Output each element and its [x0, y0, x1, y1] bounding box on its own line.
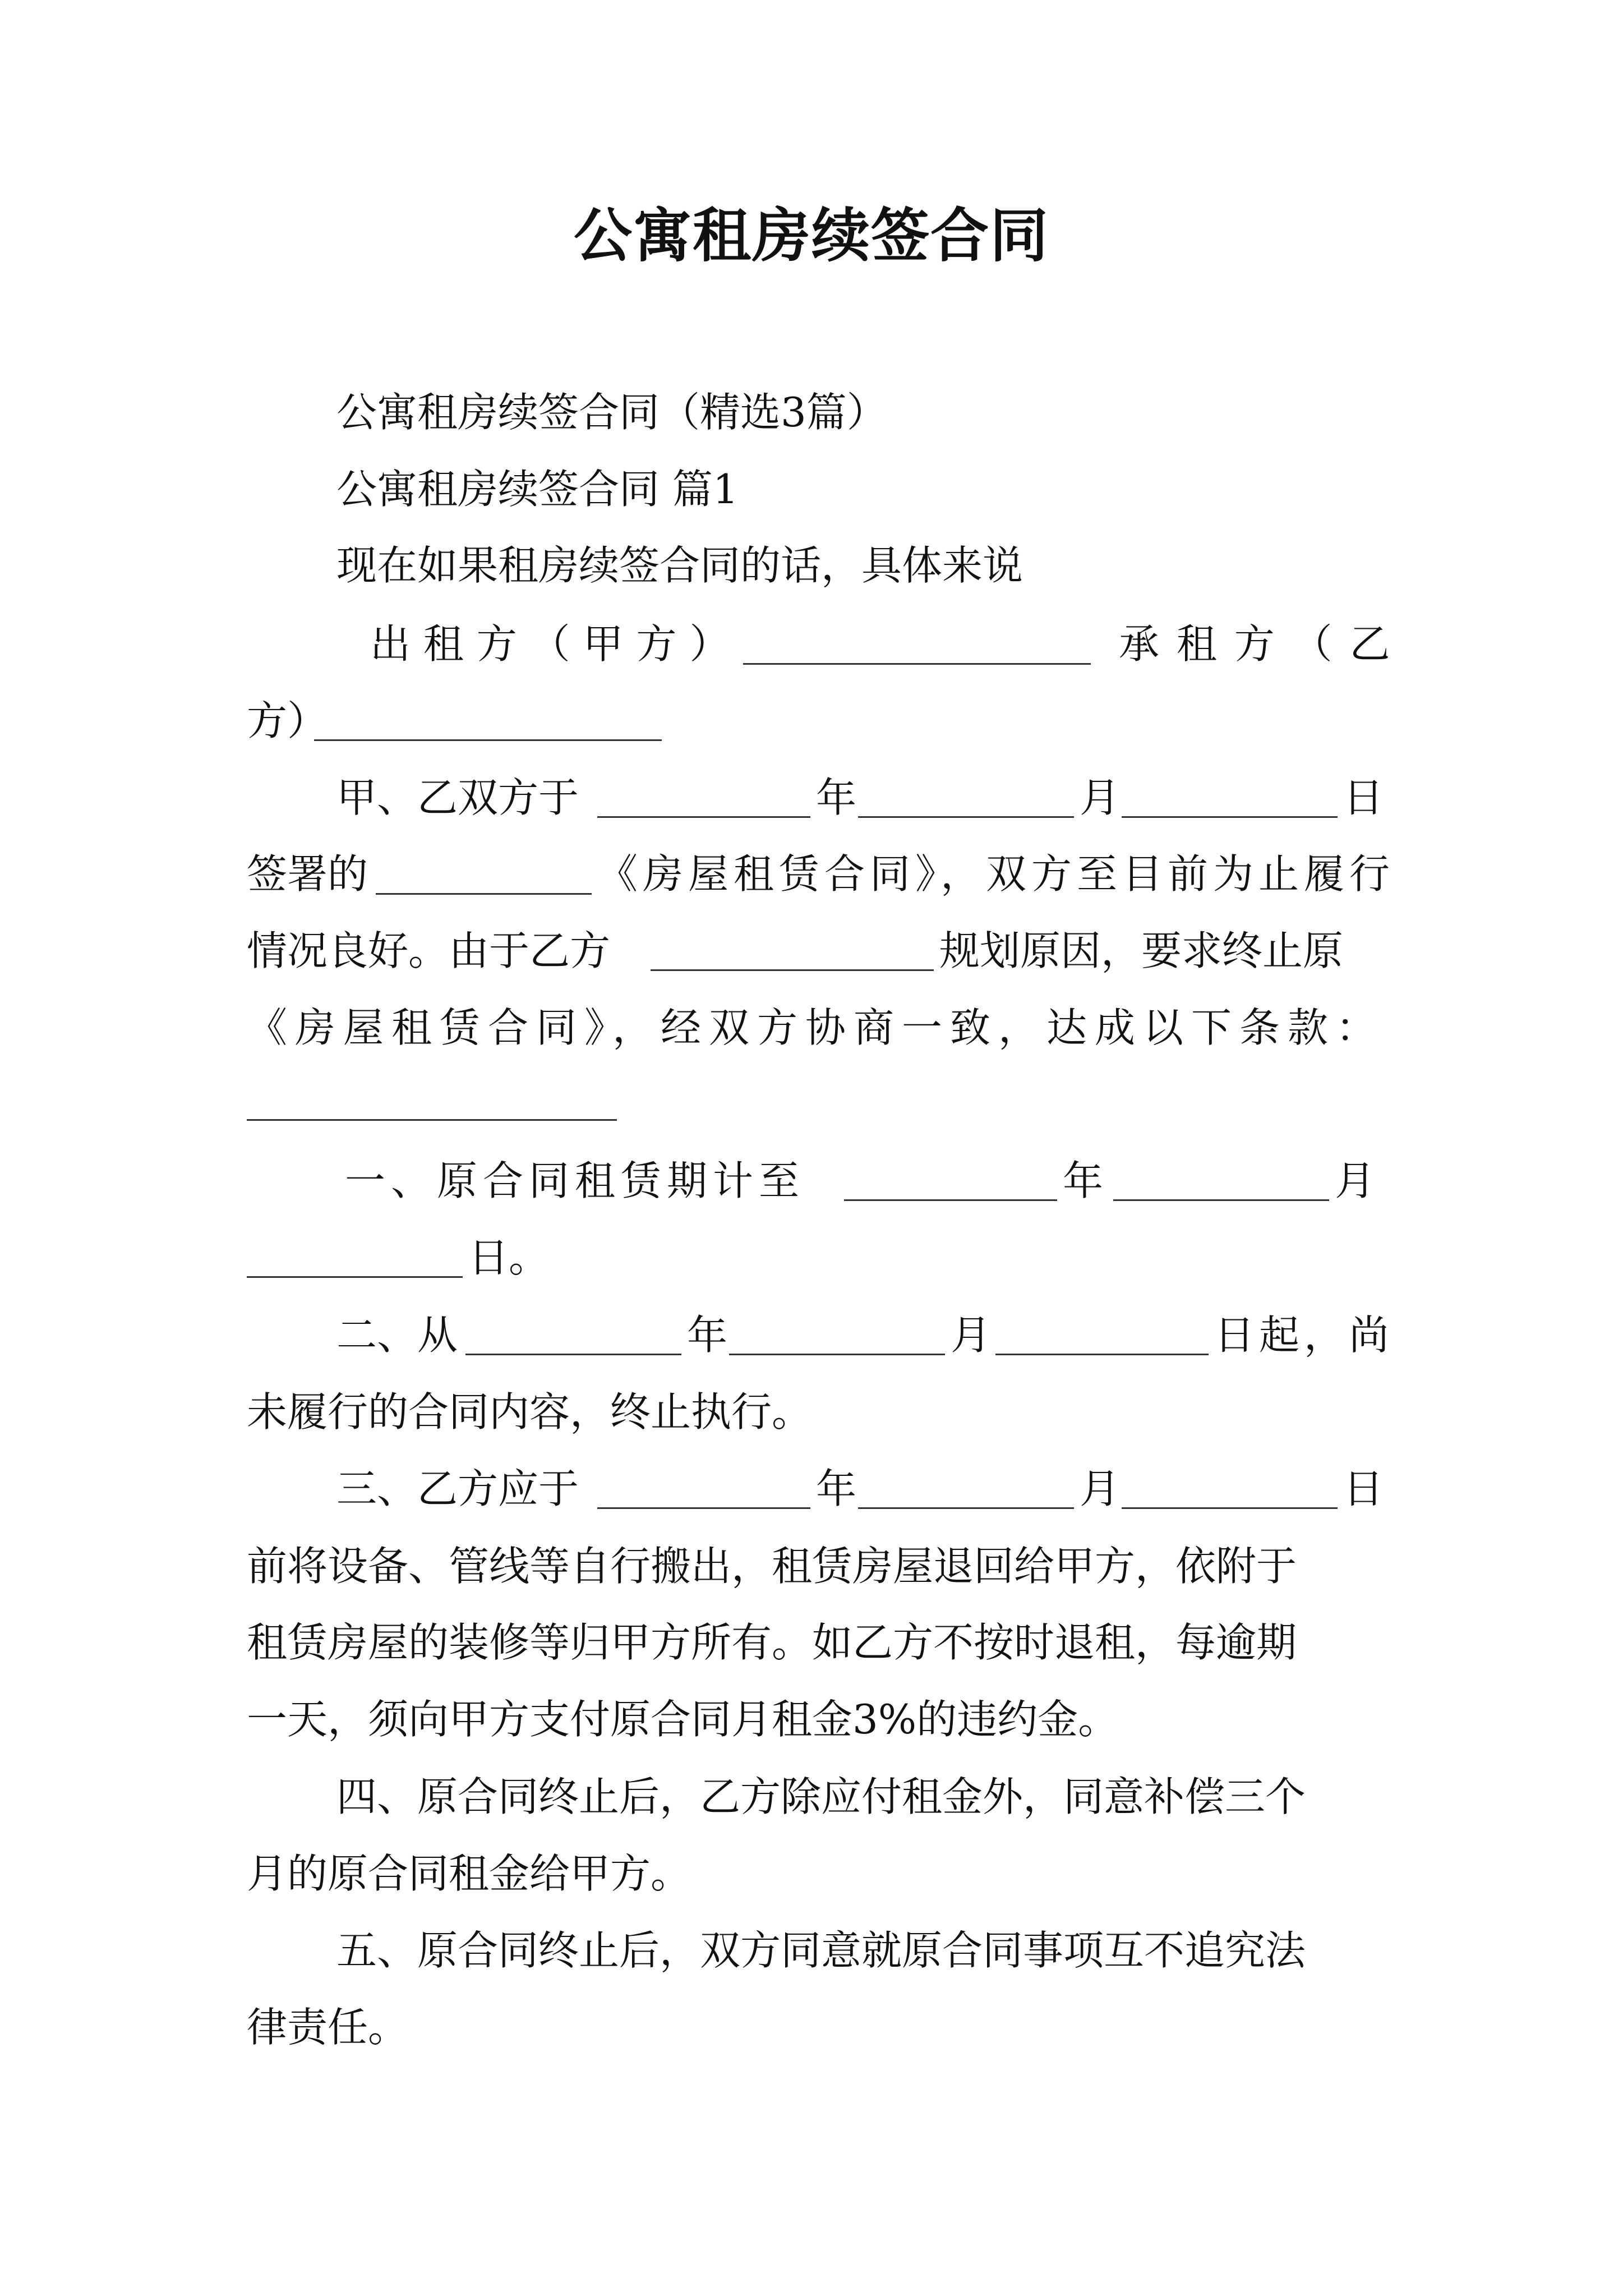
sign-year-blank[interactable]	[597, 816, 810, 818]
clause3-line4: 一天，须向甲方支付原合同月租金3%的违约金。	[247, 1696, 1119, 1743]
clause1-end: 日。	[468, 1234, 550, 1281]
terms-blank[interactable]	[247, 1119, 617, 1121]
clause2-day-blank[interactable]	[995, 1354, 1209, 1355]
lessee-label: 承 租 方 （ 乙	[1119, 620, 1393, 668]
clause2-text: 二、从	[336, 1312, 458, 1359]
clause2-month: 月	[951, 1312, 992, 1359]
clause4-line1: 四、原合同终止后，乙方除应付租金外，同意补偿三个	[336, 1773, 1306, 1820]
reason-blank[interactable]	[651, 969, 934, 971]
para1-contract: 《房屋租赁合同》，双方至目前为止履行	[597, 850, 1395, 898]
month-label: 月	[1080, 774, 1121, 821]
clause1-day-blank[interactable]	[247, 1276, 463, 1278]
signer-blank[interactable]	[376, 893, 592, 895]
clause2-from: 日起，尚	[1214, 1312, 1394, 1359]
clause1-month-blank[interactable]	[1113, 1199, 1329, 1201]
clause3-line2: 前将设备、管线等自行搬出，租赁房屋退回给甲方，依附于	[247, 1543, 1297, 1590]
sign-month-blank[interactable]	[858, 816, 1074, 818]
sign-day-blank[interactable]	[1122, 816, 1338, 818]
clause5-line2: 律责任。	[247, 2004, 409, 2051]
lessor-label: 出 租 方 （ 甲 方 ）	[370, 620, 730, 668]
clause2-line2: 未履行的合同内容，终止执行。	[247, 1388, 813, 1435]
day-label: 日	[1343, 774, 1384, 821]
clause5-line1: 五、原合同终止后，双方同意就原合同事项互不追究法	[336, 1927, 1306, 1974]
clause1-year: 年	[1063, 1157, 1104, 1204]
document-title: 公寓租房续签合同	[573, 201, 1049, 270]
para1-signed: 签署的	[247, 850, 368, 898]
lessee-label-cont: 方）	[247, 697, 328, 744]
clause3-month: 月	[1080, 1465, 1121, 1512]
clause3-year: 年	[816, 1465, 857, 1512]
para1-status: 情况良好。由于乙方	[247, 927, 611, 974]
clause2-year: 年	[687, 1312, 728, 1359]
clause1-year-blank[interactable]	[844, 1199, 1057, 1201]
clause3-day: 日	[1343, 1465, 1384, 1512]
para1-reason: 规划原因，要求终止原	[939, 927, 1344, 974]
clause2-year-blank[interactable]	[465, 1354, 681, 1355]
lessee-blank[interactable]	[314, 739, 662, 741]
para1-intro: 甲、乙双方于	[336, 774, 579, 821]
year-label: 年	[816, 774, 857, 821]
clause3-day-blank[interactable]	[1122, 1507, 1338, 1509]
lessor-blank[interactable]	[743, 663, 1091, 665]
subtitle: 公寓租房续签合同（精选3篇）	[336, 389, 887, 436]
para1-terms: 《房屋租赁合同》，经双方协商一致，达成以下条款：	[247, 1004, 1385, 1051]
clause1-month: 月	[1335, 1157, 1376, 1204]
clause3-line3: 租赁房屋的装修等归甲方所有。如乙方不按时退租，每逾期	[247, 1619, 1297, 1666]
section-heading: 公寓租房续签合同 篇1	[336, 466, 739, 513]
clause3-text: 三、乙方应于	[336, 1465, 579, 1512]
clause4-line2: 月的原合同租金给甲方。	[247, 1850, 691, 1897]
clause1-text: 一、原合同租赁期计至	[345, 1157, 805, 1204]
clause2-month-blank[interactable]	[729, 1354, 945, 1355]
intro-text: 现在如果租房续签合同的话，具体来说	[336, 542, 1023, 589]
clause3-year-blank[interactable]	[597, 1507, 810, 1509]
clause3-month-blank[interactable]	[858, 1507, 1074, 1509]
